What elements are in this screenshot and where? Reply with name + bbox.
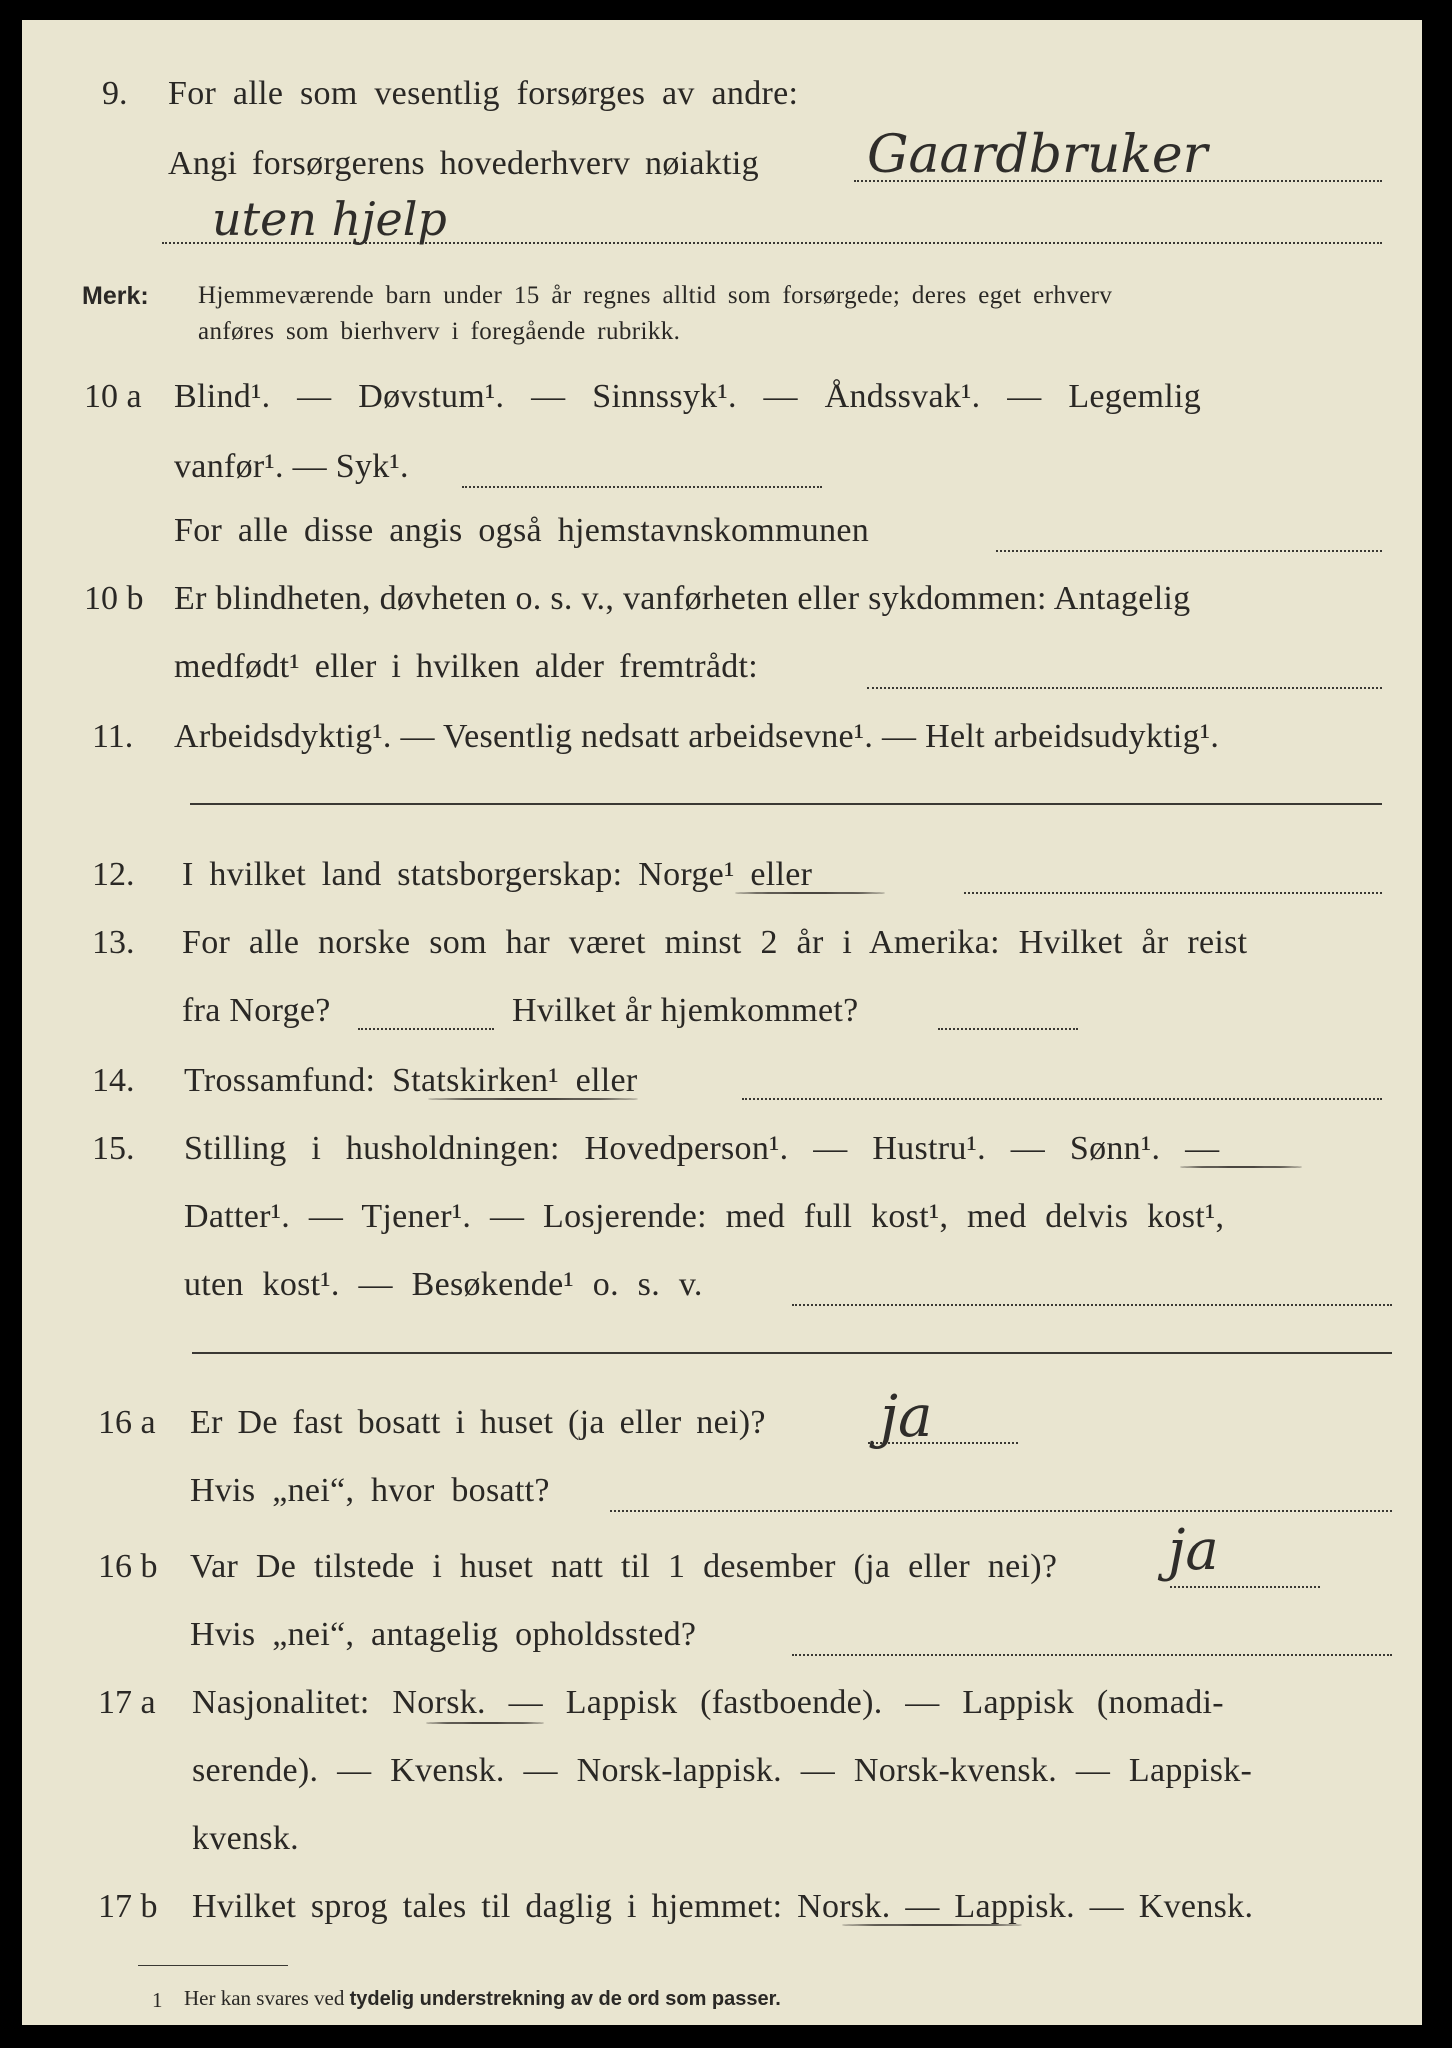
merk-label: Merk: <box>82 282 149 310</box>
q14-line-1: Trossamfund: Statskirken¹ eller <box>184 1062 638 1099</box>
q13-hjemkommet-answer-line <box>938 1028 1078 1030</box>
q10b-number: 10 b <box>84 580 144 617</box>
q12-line-1: I hvilket land statsborgerskap: Norge¹ eller <box>182 856 813 893</box>
q13-number: 13. <box>92 924 135 961</box>
q17a-line-3: kvensk. <box>192 1820 299 1857</box>
q10b-line-2: medfødt¹ eller i hvilken alder fremtrådt: <box>174 648 759 685</box>
merk-line-2: anføres som bierhverv i foregående rubrikk. <box>198 318 681 345</box>
q10a-line-1: Blind¹. — Døvstum¹. — Sinnssyk¹. — Åndssvak¹. — Legemlig <box>174 378 1202 415</box>
q10a-answer-line-1 <box>462 486 822 488</box>
footnote-text <box>184 1986 781 2011</box>
q17a-number: 17 a <box>98 1684 156 1721</box>
q16b-line-1: Var De tilstede i huset natt til 1 desember (ja eller nei)? <box>190 1548 1058 1585</box>
footnote-bold: tydelig understrekning av de ord som passer. <box>349 1988 781 2010</box>
q15-line-3: uten kost¹. — Besøkende¹ o. s. v. <box>184 1266 703 1303</box>
q13-line-1: For alle norske som har været minst 2 år i Amerika: Hvilket år reist <box>182 924 1248 961</box>
q10a-line-3: For alle disse angis også hjemstavnskommunen <box>174 512 870 549</box>
q16a-line-2: Hvis „nei“, hvor bosatt? <box>190 1472 550 1509</box>
q9-handwritten-answer-2: uten hjelp <box>212 192 447 246</box>
q16b-opholdssted-answer-line <box>792 1654 1392 1656</box>
q14-answer-line <box>742 1098 1382 1100</box>
q10b-line-1: Er blindheten, døvheten o. s. v., vanførheten eller sykdommen: Antagelig <box>174 580 1191 617</box>
q11-answer-line <box>190 803 1382 805</box>
footnote-mark: 1 <box>152 1988 163 2012</box>
q15-extra-line <box>192 1352 1392 1354</box>
q17b-number: 17 b <box>98 1888 158 1925</box>
q12-answer-line <box>964 892 1382 894</box>
q15-number: 15. <box>92 1130 135 1167</box>
q16a-handwritten-answer: ja <box>880 1382 933 1450</box>
q16a-bosatt-answer-line <box>610 1510 1392 1512</box>
q10a-answer-line-2 <box>996 550 1382 552</box>
q9-line-2: Angi forsørgerens hovederhverv nøiaktig <box>168 145 759 182</box>
q17b-line-1: Hvilket sprog tales til daglig i hjemmet: Norsk. — Lappisk. — Kvensk. <box>192 1888 1254 1925</box>
census-form-page <box>22 20 1422 2025</box>
q13-line-2b: Hvilket år hjemkommet? <box>512 992 859 1029</box>
q17a-underline-norsk <box>426 1722 544 1724</box>
q15-underline-sonn <box>1180 1166 1302 1168</box>
q14-underline-statskirken <box>428 1098 638 1100</box>
q16a-line-1: Er De fast bosatt i huset (ja eller nei)? <box>190 1404 766 1441</box>
q14-number: 14. <box>92 1062 135 1099</box>
q9-handwritten-answer-1: Gaardbruker <box>867 125 1208 185</box>
q16a-number: 16 a <box>98 1404 156 1441</box>
q15-line-2: Datter¹. — Tjener¹. — Losjerende: med full kost¹, med delvis kost¹, <box>184 1198 1225 1235</box>
footnote-plain: Her kan svares ved <box>184 1986 345 2010</box>
merk-line-1: Hjemmeværende barn under 15 år regnes alltid som forsørgede; deres eget erhverv <box>198 282 1113 309</box>
q12-underline-norge <box>735 892 885 894</box>
q16b-number: 16 b <box>98 1548 158 1585</box>
q16b-answer-line <box>1170 1586 1320 1588</box>
q16b-line-2: Hvis „nei“, antagelig opholdssted? <box>190 1616 697 1653</box>
q15-line-1: Stilling i husholdningen: Hovedperson¹. — Hustru¹. — Sønn¹. — <box>184 1130 1220 1167</box>
q15-answer-line <box>792 1304 1392 1306</box>
q10b-answer-line <box>867 687 1382 689</box>
q12-number: 12. <box>92 856 135 893</box>
q17a-line-1: Nasjonalitet: Norsk. — Lappisk (fastboende). — Lappisk (nomadi- <box>192 1684 1224 1721</box>
q9-number: 9. <box>102 75 128 112</box>
q10a-line-2: vanfør¹. — Syk¹. <box>174 448 409 485</box>
q11-line-1: Arbeidsdyktig¹. — Vesentlig nedsatt arbeidsevne¹. — Helt arbeidsudyktig¹. <box>174 718 1220 755</box>
q17b-underline-norsk <box>842 1924 1022 1926</box>
q13-line-2a: fra Norge? <box>182 992 331 1029</box>
footnote-rule <box>138 1965 288 1966</box>
q10a-number: 10 a <box>84 378 142 415</box>
q9-line-1: For alle som vesentlig forsørges av andre: <box>168 75 799 112</box>
q13-reist-answer-line <box>358 1028 494 1030</box>
q16b-handwritten-answer: ja <box>1168 1518 1219 1583</box>
q17a-line-2: serende). — Kvensk. — Norsk-lappisk. — Norsk-kvensk. — Lappisk- <box>192 1752 1253 1789</box>
q11-number: 11. <box>92 718 134 755</box>
